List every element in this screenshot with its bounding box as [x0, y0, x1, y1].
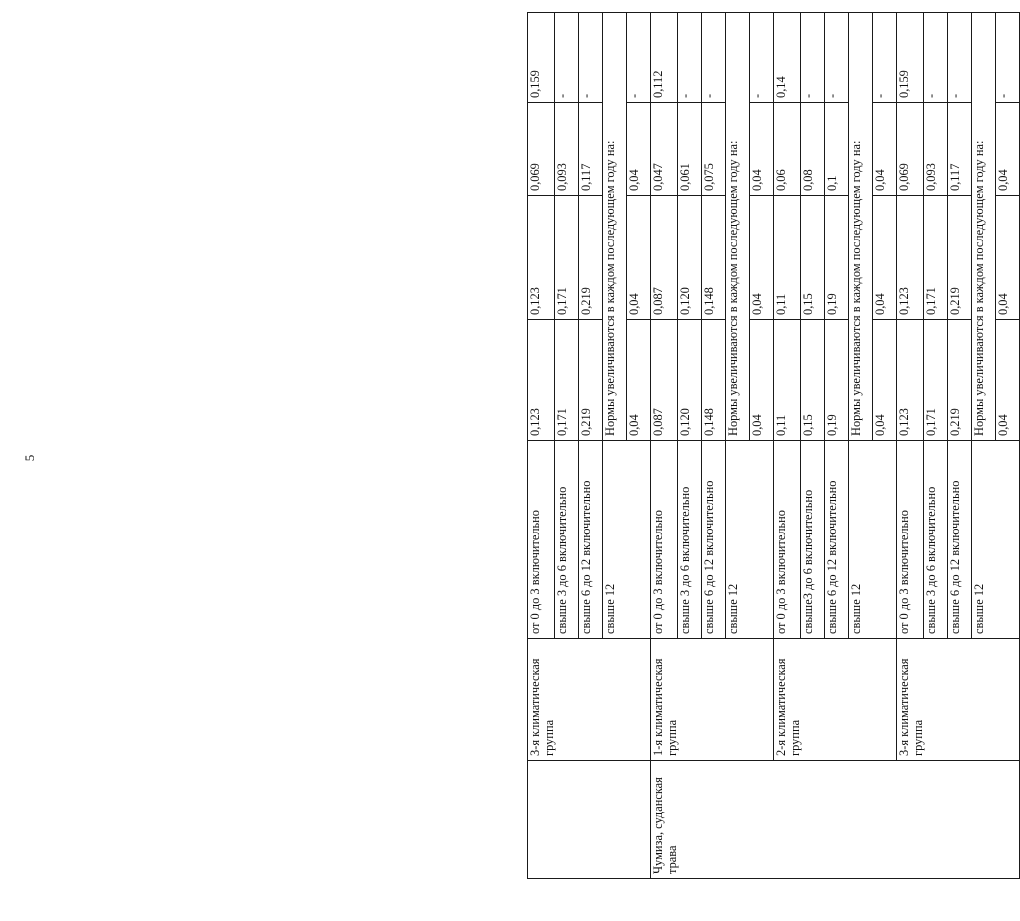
value-cell: 0,04	[873, 320, 897, 441]
value-cell: 0,04	[750, 196, 774, 320]
value-cell: 0,04	[750, 103, 774, 196]
value-cell: 0,069	[528, 103, 555, 196]
value-cell: 0,061	[678, 103, 702, 196]
age-cell: от 0 до 3 включительно	[774, 441, 801, 639]
value-cell: 0,047	[651, 103, 678, 196]
climate-group-cell: 3-я климатическая группа	[897, 639, 1020, 761]
age-cell: свыше 12	[603, 441, 651, 639]
value-cell: 0,19	[825, 320, 849, 441]
value-cell: 0,06	[774, 103, 801, 196]
value-cell: -	[825, 13, 849, 103]
value-cell: 0,171	[924, 320, 948, 441]
value-cell: 0,123	[528, 320, 555, 441]
value-cell: 0,117	[948, 103, 972, 196]
age-cell: свыше 12	[972, 441, 1020, 639]
value-cell: 0,19	[825, 196, 849, 320]
value-cell: -	[702, 13, 726, 103]
value-cell: 0,148	[702, 320, 726, 441]
value-cell: 0,093	[924, 103, 948, 196]
age-cell: свыше 6 до 12 включительно	[825, 441, 849, 639]
value-cell: 0,11	[774, 196, 801, 320]
value-cell: -	[873, 13, 897, 103]
value-cell: 0,219	[579, 320, 603, 441]
value-cell: 0,093	[555, 103, 579, 196]
value-cell: 0,1	[825, 103, 849, 196]
crop-cell: Чумиза, суданская трава	[651, 761, 1020, 879]
value-cell: 0,04	[627, 103, 651, 196]
value-cell: 0,069	[897, 103, 924, 196]
value-cell: 0,04	[996, 196, 1020, 320]
age-cell: свыше3 до 6 включительно	[801, 441, 825, 639]
crop-cell	[528, 761, 651, 879]
value-cell: 0,112	[651, 13, 678, 103]
norms-table	[527, 12, 1020, 879]
value-cell: 0,08	[801, 103, 825, 196]
age-cell: свыше 12	[849, 441, 897, 639]
value-cell: 0,04	[627, 196, 651, 320]
value-cell: -	[924, 13, 948, 103]
climate-group-cell: 3-я климатическая группа	[528, 639, 651, 761]
value-cell: 0,148	[702, 196, 726, 320]
age-cell: от 0 до 3 включительно	[651, 441, 678, 639]
value-cell: 0,123	[528, 196, 555, 320]
value-cell: 0,04	[996, 103, 1020, 196]
value-cell: 0,171	[555, 320, 579, 441]
value-cell: -	[801, 13, 825, 103]
value-cell: 0,14	[774, 13, 801, 103]
age-cell: свыше 3 до 6 включительно	[924, 441, 948, 639]
value-cell: 0,087	[651, 320, 678, 441]
value-cell: -	[948, 13, 972, 103]
value-cell: 0,120	[678, 320, 702, 441]
value-cell: 0,159	[528, 13, 555, 103]
value-cell: -	[996, 13, 1020, 103]
age-cell: свыше 6 до 12 включительно	[579, 441, 603, 639]
climate-group-cell: 1-я климатическая группа	[651, 639, 774, 761]
table-row	[897, 13, 924, 879]
value-cell: 0,087	[651, 196, 678, 320]
age-cell: от 0 до 3 включительно	[897, 441, 924, 639]
age-cell: свыше 3 до 6 включительно	[555, 441, 579, 639]
increase-note-cell: Нормы увеличиваются в каждом последующем году на:	[972, 13, 996, 441]
rotated-table-container	[527, 13, 1010, 879]
page-number: 5	[22, 454, 37, 462]
value-cell: -	[579, 13, 603, 103]
value-cell: -	[678, 13, 702, 103]
value-cell: 0,171	[924, 196, 948, 320]
increase-note-cell: Нормы увеличиваются в каждом последующем году на:	[603, 13, 627, 441]
age-cell: свыше 6 до 12 включительно	[948, 441, 972, 639]
table-row	[651, 13, 678, 879]
value-cell: 0,11	[774, 320, 801, 441]
table-row	[774, 13, 801, 879]
age-cell: свыше 6 до 12 включительно	[702, 441, 726, 639]
value-cell: -	[555, 13, 579, 103]
value-cell: -	[750, 13, 774, 103]
value-cell: 0,04	[873, 196, 897, 320]
climate-group-cell: 2-я климатическая группа	[774, 639, 897, 761]
value-cell: 0,117	[579, 103, 603, 196]
increase-note-cell: Нормы увеличиваются в каждом последующем году на:	[726, 13, 750, 441]
value-cell: -	[627, 13, 651, 103]
value-cell: 0,171	[555, 196, 579, 320]
table-row	[528, 13, 555, 879]
value-cell: 0,04	[750, 320, 774, 441]
value-cell: 0,04	[996, 320, 1020, 441]
value-cell: 0,123	[897, 196, 924, 320]
age-cell: свыше 3 до 6 включительно	[678, 441, 702, 639]
value-cell: 0,04	[873, 103, 897, 196]
value-cell: 0,219	[948, 320, 972, 441]
value-cell: 0,04	[627, 320, 651, 441]
increase-note-cell: Нормы увеличиваются в каждом последующем году на:	[849, 13, 873, 441]
value-cell: 0,219	[948, 196, 972, 320]
value-cell: 0,15	[801, 320, 825, 441]
value-cell: 0,159	[897, 13, 924, 103]
age-cell: свыше 12	[726, 441, 774, 639]
age-cell: от 0 до 3 включительно	[528, 441, 555, 639]
value-cell: 0,075	[702, 103, 726, 196]
value-cell: 0,120	[678, 196, 702, 320]
value-cell: 0,15	[801, 196, 825, 320]
value-cell: 0,219	[579, 196, 603, 320]
value-cell: 0,123	[897, 320, 924, 441]
